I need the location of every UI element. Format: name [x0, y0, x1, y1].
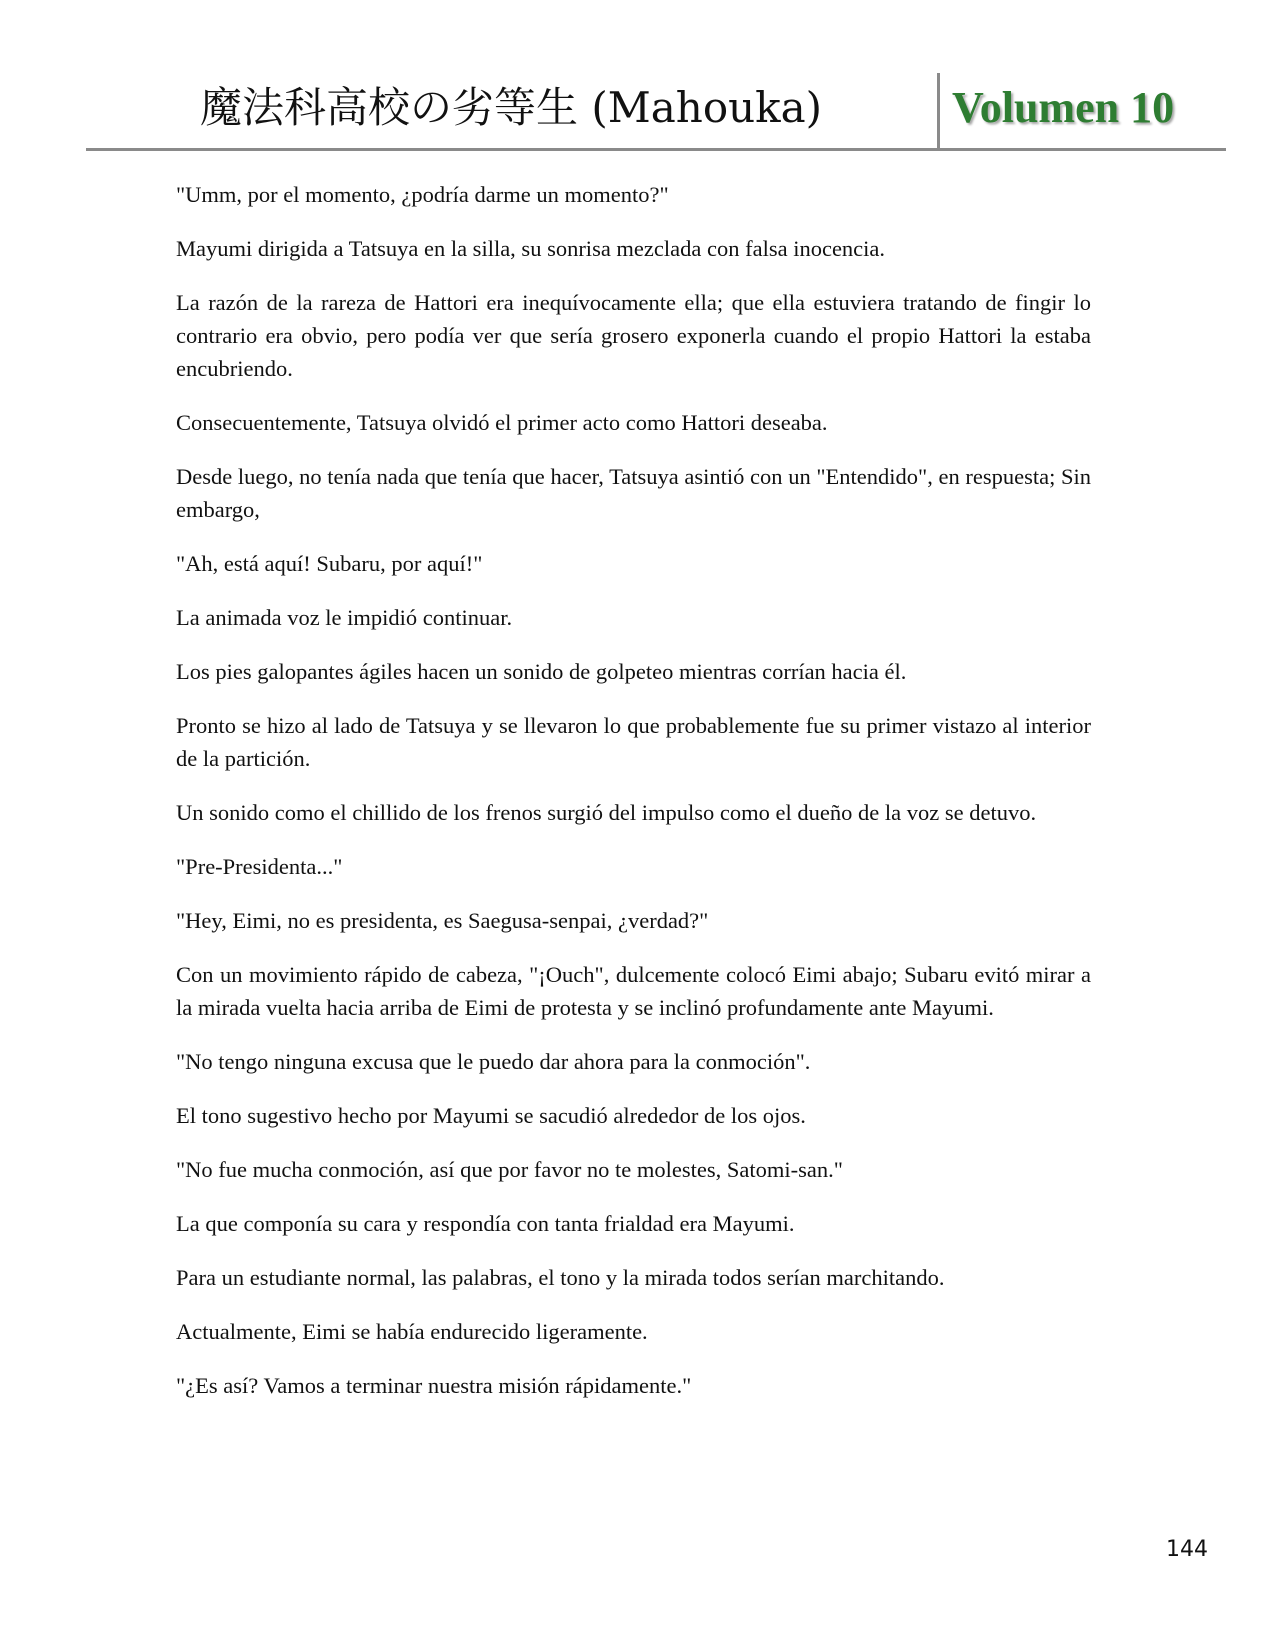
paragraph: Un sonido como el chillido de los frenos surgió del impulso como el dueño de la voz se detuvo.	[176, 800, 1037, 825]
paragraph: Para un estudiante normal, las palabras, el tono y la mirada todos serían marchitando.	[176, 1265, 945, 1290]
paragraph: Actualmente, Eimi se había endurecido ligeramente.	[176, 1319, 648, 1344]
paragraph: Pronto se hizo al lado de Tatsuya y se llevaron lo que probablemente fue su primer vistazo al interior de la partición.	[176, 713, 1091, 771]
volume-label: Volumen 10	[952, 83, 1175, 132]
paragraph: Con un movimiento rápido de cabeza, "¡Ouch", dulcemente colocó Eimi abajo; Subaru evitó mirar a la mirada vuelta hacia arriba de Eimi de protesta y se inclinó profundamente ante Mayumi.	[176, 962, 1091, 1020]
paragraph: "No tengo ninguna excusa que le puedo dar ahora para la conmoción".	[176, 1049, 811, 1074]
paragraph: Desde luego, no tenía nada que tenía que hacer, Tatsuya asintió con un "Entendido", en respuesta; Sin embargo,	[176, 464, 1091, 522]
paragraph: La razón de la rareza de Hattori era inequívocamente ella; que ella estuviera tratando de fingir lo contrario era obvio, pero podía ver que sería grosero exponerla cuando el propio Hattori la estaba encubriendo.	[176, 290, 1091, 381]
body-text	[176, 178, 1091, 1423]
paragraph: La que componía su cara y respondía con tanta frialdad era Mayumi.	[176, 1211, 795, 1236]
paragraph: Mayumi dirigida a Tatsuya en la silla, su sonrisa mezclada con falsa inocencia.	[176, 236, 886, 261]
paragraph: "Umm, por el momento, ¿podría darme un momento?"	[176, 182, 669, 207]
paragraph: "Ah, está aquí! Subaru, por aquí!"	[176, 551, 483, 576]
paragraph: "¿Es así? Vamos a terminar nuestra misión rápidamente."	[176, 1373, 692, 1398]
paragraph: Los pies galopantes ágiles hacen un sonido de golpeteo mientras corrían hacia él.	[176, 659, 907, 684]
paragraph: La animada voz le impidió continuar.	[176, 605, 513, 630]
paragraph: "Pre-Presidenta..."	[176, 854, 343, 879]
paragraph: "No fue mucha conmoción, así que por favor no te molestes, Satomi-san."	[176, 1157, 843, 1182]
paragraph: El tono sugestivo hecho por Mayumi se sacudió alrededor de los ojos.	[176, 1103, 806, 1128]
page-header	[0, 0, 1275, 160]
paragraph: "Hey, Eimi, no es presidenta, es Saegusa-senpai, ¿verdad?"	[176, 908, 709, 933]
paragraph: Consecuentemente, Tatsuya olvidó el primer acto como Hattori deseaba.	[176, 410, 828, 435]
header-rule	[86, 148, 1226, 151]
header-divider	[937, 73, 940, 148]
page-number: 144	[1166, 1537, 1208, 1562]
book-title: 魔法科高校の劣等生 (Mahouka)	[200, 83, 823, 132]
